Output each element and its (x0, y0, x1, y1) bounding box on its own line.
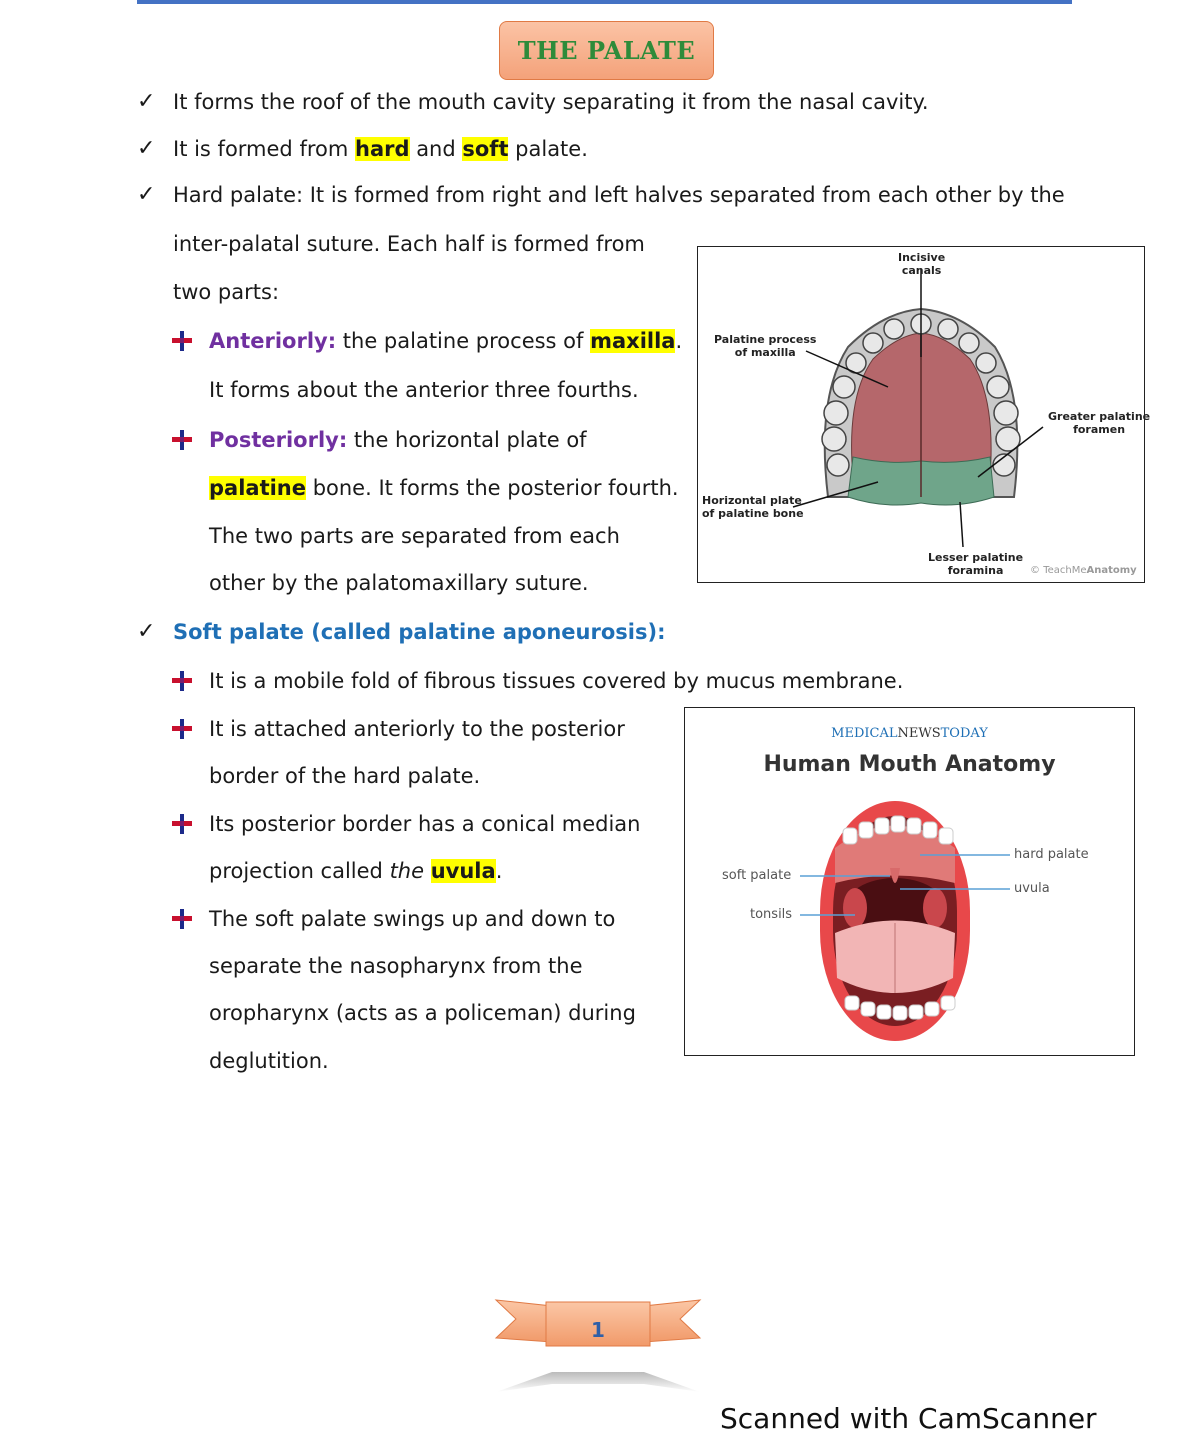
soft-swings-l3: oropharynx (acts as a policeman) during (209, 1001, 636, 1025)
highlight-maxilla: maxilla (590, 329, 676, 353)
highlight-palatine: palatine (209, 476, 307, 500)
sub-posteriorly-l4: other by the palatomaxillary suture. (209, 571, 589, 595)
soft-swings-l2: separate the nasopharynx from the (209, 954, 583, 978)
text: palate. (508, 137, 588, 161)
page-number: 1 (591, 1318, 605, 1342)
cross-bullet-icon (171, 670, 193, 692)
check-icon: ✓ (137, 619, 156, 644)
label-uvula: uvula (1014, 881, 1050, 896)
soft-palate-heading: Soft palate (called palatine aponeurosis): (173, 620, 666, 644)
check-icon: ✓ (137, 89, 156, 114)
bullet-hard-palate-l3: two parts: (173, 280, 280, 304)
soft-attached-l2: border of the hard palate. (209, 764, 481, 788)
text: TODAY (940, 726, 988, 741)
text: of palatine bone (702, 507, 804, 520)
label-palatine-process (714, 333, 816, 359)
text: canals (901, 264, 942, 277)
soft-swings: The soft palate swings up and down to (209, 907, 616, 931)
text: foramina (947, 564, 1004, 577)
sub-posteriorly-l2 (209, 474, 679, 502)
text: TeachMe (1043, 565, 1087, 576)
text: foramen (1073, 423, 1126, 436)
text: MEDICAL (831, 726, 898, 741)
text: . (675, 329, 683, 353)
cross-bullet-icon (171, 330, 193, 352)
bullet-formed (173, 135, 588, 163)
text: It is formed from (173, 137, 355, 161)
cross-bullet-icon (171, 908, 193, 930)
text: and (409, 137, 463, 161)
sub-anteriorly (209, 327, 682, 355)
check-icon: ✓ (137, 182, 156, 207)
soft-uvula-line (209, 857, 502, 885)
figure-mouth-anatomy (684, 707, 1135, 1056)
label-incisive-canals (898, 251, 945, 277)
copyright-icon: © (1030, 565, 1040, 576)
bullet-hard-palate-l2: inter-palatal suture. Each half is formed from (173, 232, 645, 256)
text: the palatine process of (336, 329, 591, 353)
cross-bullet-icon (171, 813, 193, 835)
soft-swings-l4: deglutition. (209, 1049, 329, 1073)
bullet-hard-palate: Hard palate: It is formed from right and left halves separated from each other by the (173, 183, 1065, 207)
label-horizontal-plate (702, 494, 804, 520)
sub-posteriorly (209, 426, 587, 454)
camscanner-footer: Scanned with CamScanner (720, 1402, 1097, 1435)
text: Greater palatine (1048, 410, 1151, 423)
text: Incisive (898, 251, 946, 264)
page-ribbon-icon (494, 1292, 702, 1402)
text: Palatine process (714, 333, 817, 346)
text (424, 859, 431, 883)
credit-teachmeanatomy (1030, 564, 1137, 577)
soft-posterior-border: Its posterior border has a conical median (209, 812, 641, 836)
label-tonsils: tonsils (750, 907, 793, 922)
label-hard-palate: hard palate (1014, 847, 1089, 862)
text: the (389, 859, 425, 883)
text: Lesser palatine (928, 551, 1024, 564)
text: Anatomy (1086, 565, 1137, 576)
label-posteriorly: Posteriorly: (209, 428, 348, 452)
soft-mobile-fold: It is a mobile fold of fibrous tissues covered by mucus membrane. (209, 669, 904, 693)
sub-posteriorly-l3: The two parts are separated from each (209, 524, 620, 548)
highlight-uvula: uvula (430, 859, 496, 883)
highlight-hard: hard (355, 137, 410, 161)
top-rule (137, 0, 1072, 4)
label-anteriorly: Anteriorly: (209, 329, 337, 353)
text: Horizontal plate (702, 494, 802, 507)
check-icon: ✓ (137, 136, 156, 161)
text: . (495, 859, 503, 883)
text: projection called (209, 859, 390, 883)
title-box (499, 21, 714, 80)
sub-anteriorly-l2: It forms about the anterior three fourths. (209, 378, 639, 402)
label-greater-palatine (1048, 410, 1150, 436)
text: of maxilla (734, 346, 796, 359)
soft-attached: It is attached anteriorly to the posterior (209, 717, 625, 741)
page-title: THE PALATE (517, 36, 696, 65)
text: bone. It forms the posterior fourth. (306, 476, 679, 500)
label-lesser-palatine (928, 551, 1023, 577)
text: NEWS (897, 726, 941, 741)
highlight-soft: soft (462, 137, 509, 161)
figure-hard-palate (697, 246, 1151, 583)
bullet-roof: It forms the roof of the mouth cavity separating it from the nasal cavity. (173, 90, 929, 114)
cross-bullet-icon (171, 429, 193, 451)
cross-bullet-icon (171, 718, 193, 740)
text: the horizontal plate of (347, 428, 587, 452)
figure2-heading: Human Mouth Anatomy (763, 752, 1056, 777)
label-soft-palate: soft palate (722, 868, 792, 883)
